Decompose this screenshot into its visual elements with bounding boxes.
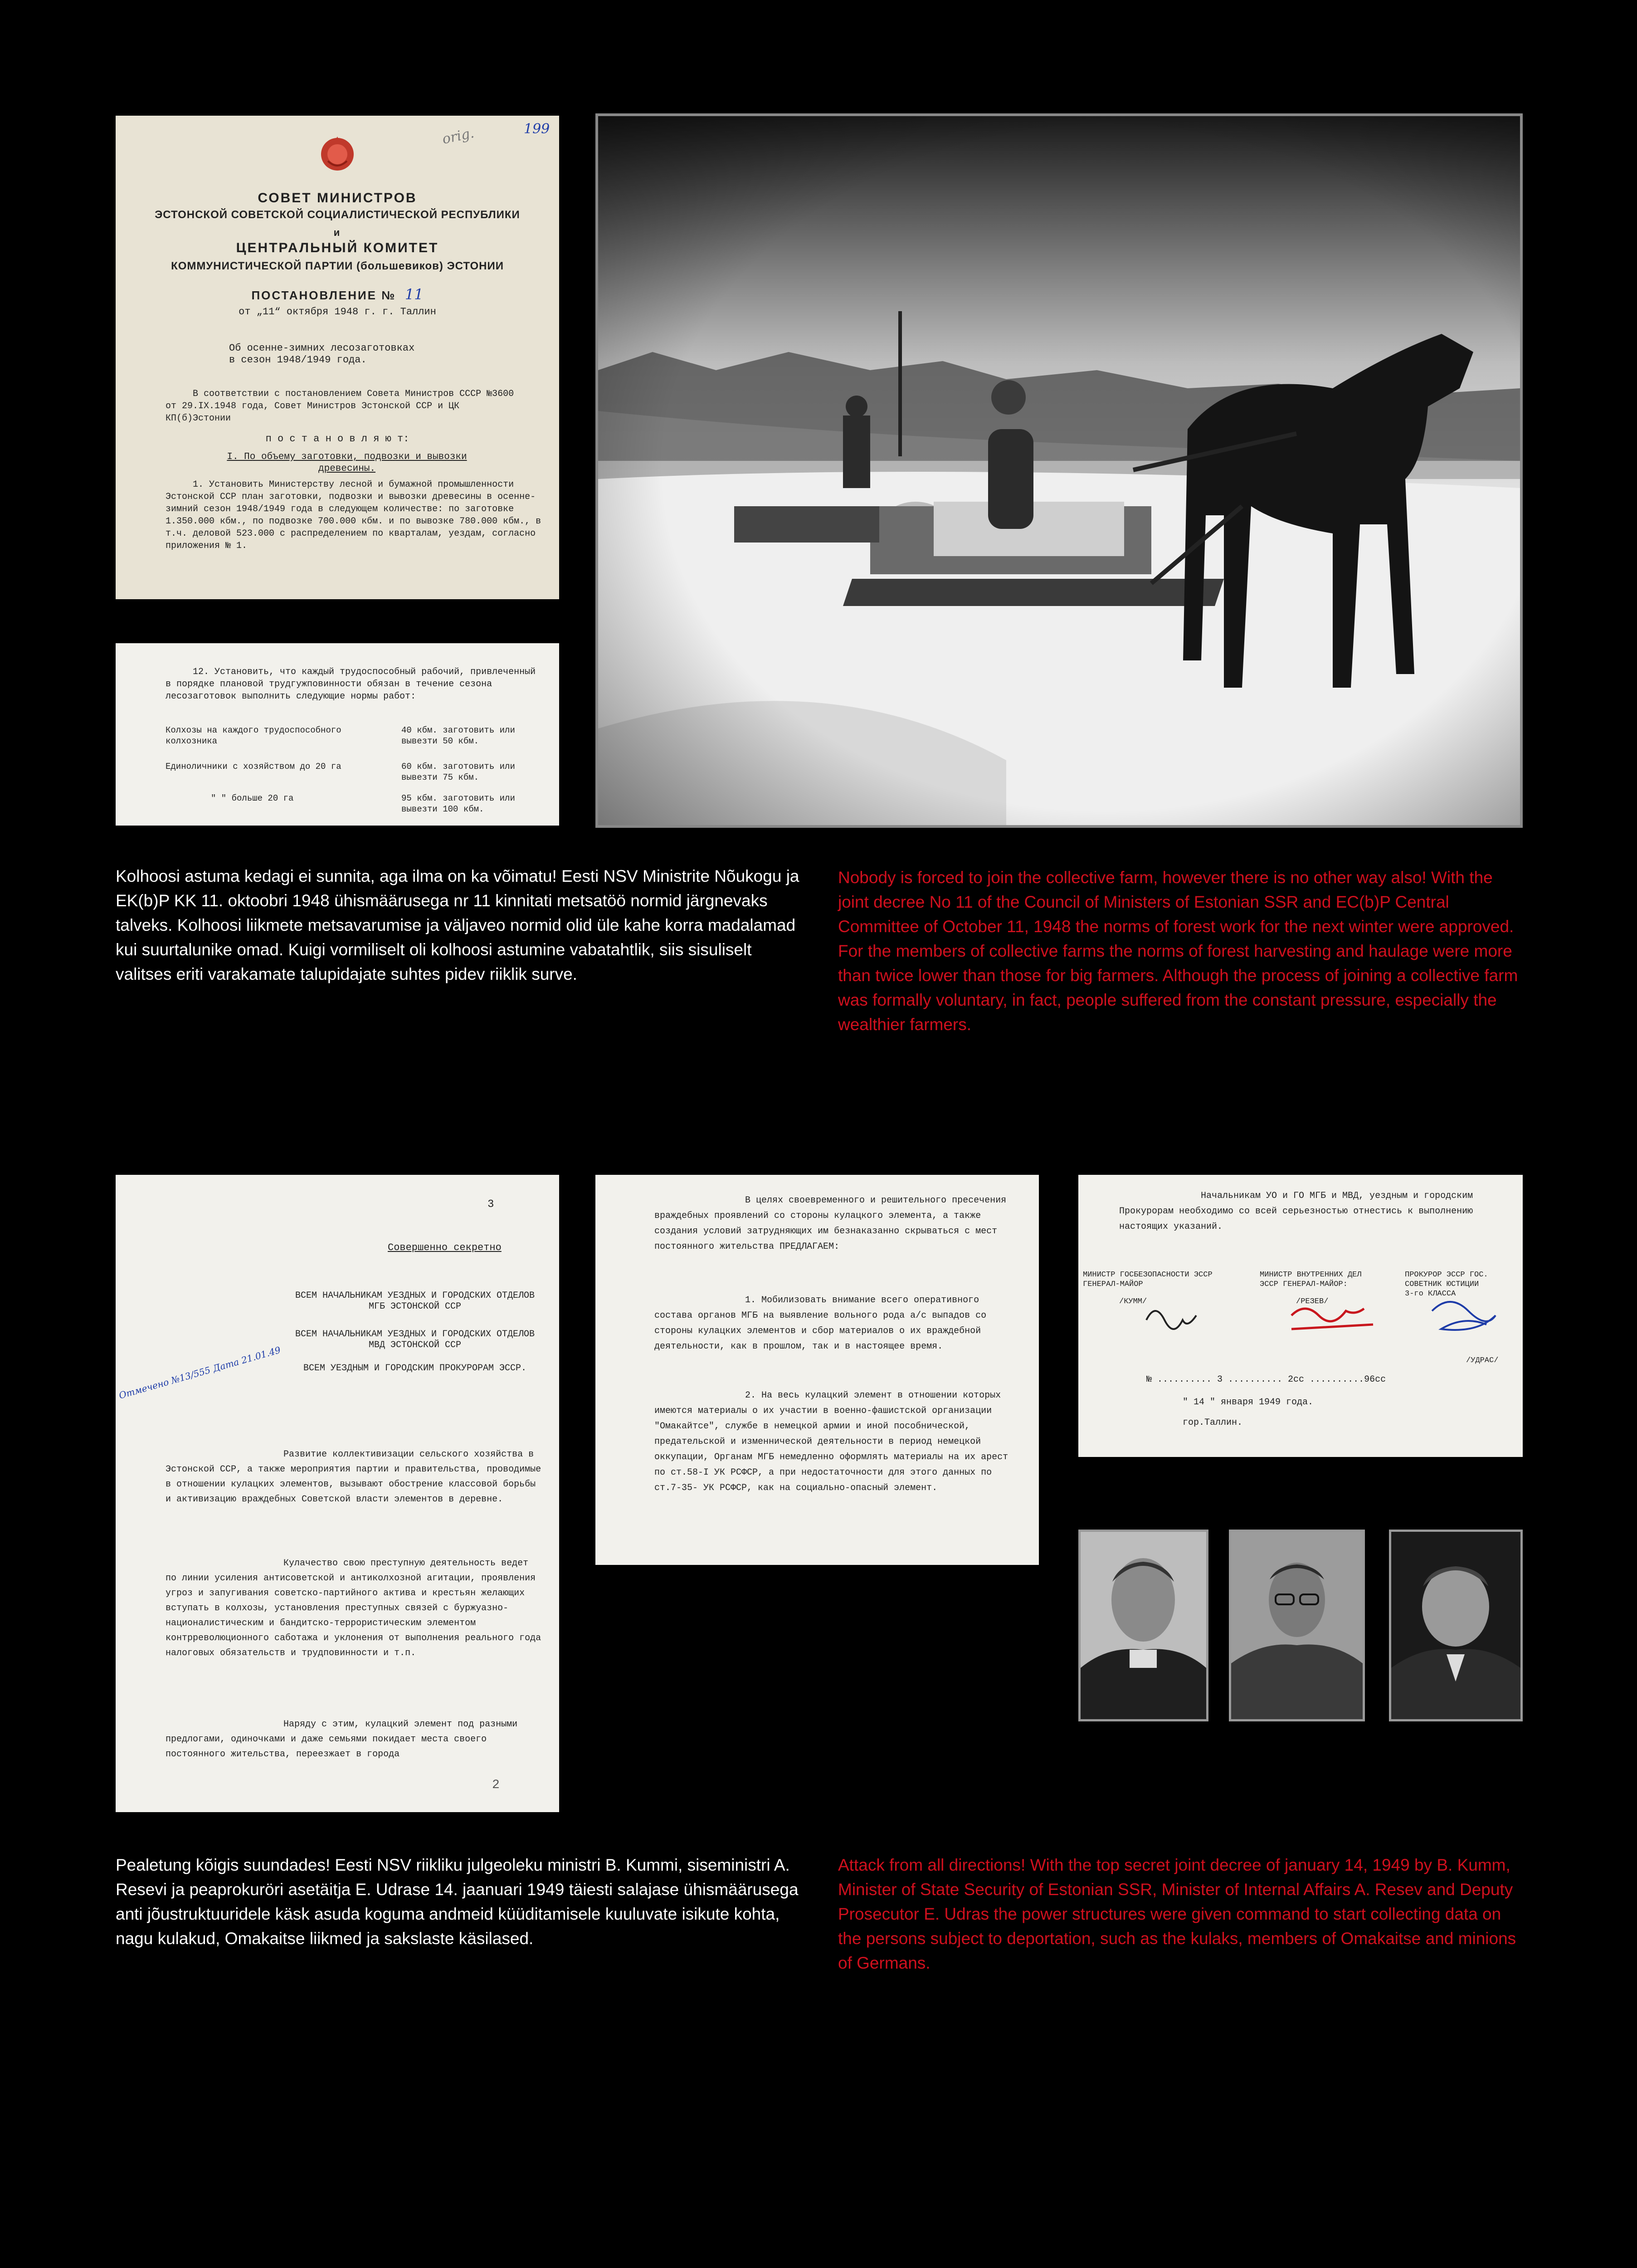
secret-p1-para-3: Наряду с этим, кулацкий элемент под разными предлогами, одиночками и даже семьями покидает места своего постоянного жительства, переезжает в города [166,1719,518,1760]
doc-and: и [333,227,341,238]
addressee-mvd: ВСЕМ НАЧАЛЬНИКАМ УЕЗДНЫХ И ГОРОДСКИХ ОТДЕЛОВ МВД ЭСТОНСКОЙ ССР [295,1329,535,1350]
signatory-resev-title: МИНИСТР ВНУТРЕННИХ ДЕЛ ЭССР ГЕНЕРАЛ-МАЙОР: [1260,1271,1362,1289]
archive-mark: 199 [524,121,550,137]
secret-p2-para-1: В целях своевременного и решительного пресечения враждебных проявлений со стороны кулацкого элемента, а также создания условий затрудняющих им безнаказанно скрываться с мест постоянного жительства ПРЕДЛАГАЕМ: [654,1195,1007,1252]
addressee-mgb: ВСЕМ НАЧАЛЬНИКАМ УЕЗДНЫХ И ГОРОДСКИХ ОТДЕЛОВ МГБ ЭСТОНСКОЙ ССР [295,1290,535,1312]
decree-resolve: п о с т а н о в л я ю т: [265,433,409,445]
norms-item-12: 12. Установить, что каждый трудоспособный рабочий, привлеченный в порядке плановой трудгужповинности обязан в течение сезона лесозаготовок выполнить следующие нормы работ: [166,667,536,702]
secret-p2-item-2: 2. На весь кулацкий элемент в отношении которых имеются материалы о их участии в военно-фашистской организации "Омакайтсе", службе в немецкой армии и иной пособнической, предательской и изменнической деятельности в период немецкой оккупации, Органам МГБ немедленно оформлять материалы на их арест по ст.58-I УК РСФСР, а при недостаточности для этого данных по ст.7-35- УК РСФСР, как на социально-опасный элемент. [654,1390,1009,1493]
caption-2-english: Attack from all directions! With the top secret joint decree of january 14, 1949 by B. Kumm, Minister of State Security of Estonian SSR, Minister of Internal Affairs A. Resev and Deputy Prosecutor E. Udras the power structures were given command to start collecting data on the persons subject to deportation, such as the kulaks, members of Omakaitse and minions of Germans. [838,1856,1516,1972]
decree-number: 11 [404,286,424,303]
signatory-udras-title: ПРОКУРОР ЭССР ГОС. СОВЕТНИК ЮСТИЦИИ 3-го КЛАССА [1405,1271,1488,1298]
doc-council: СОВЕТ МИНИСТРОВ [258,191,417,205]
doc-party: КОММУНИСТИЧЕСКОЙ ПАРТИИ (большевиков) ЭСТОНИИ [171,260,504,272]
addressee-prosecutors: ВСЕМ УЕЗДНЫМ И ГОРОДСКИМ ПРОКУРОРАМ ЭССР. [303,1363,527,1374]
norms-excerpt-document [116,643,559,826]
horse-sled-photo-image [598,116,1520,825]
secret-p2-item-1: 1. Мобилизовать внимание всего оперативного состава органов МГБ на выявление вольного рода а/с выпадов со стороны кулацких элементов и сбор материалов о их враждебной деятельности, как в прошлом, так и в настоящее время. [654,1295,987,1352]
winter-logging-photo [595,113,1523,828]
doc-republic: ЭСТОНСКОЙ СОВЕТСКОЙ СОЦИАЛИСТИЧЕСКОЙ РЕСПУБЛИКИ [155,209,520,221]
soviet-emblem-icon [319,134,356,175]
decree-number-line [116,286,559,303]
norms-row-2-who: Единоличники с хозяйством до 20 га [166,762,341,772]
secret-p3-intro: Начальникам УО и ГО МГБ и МВД, уездным и городским Прокурорам необходимо со всей серьезностью отнестись к выполнению настоящих указаний. [1119,1191,1473,1232]
decree-preamble: В соответствии с постановлением Совета Министров СССР №3600 от 29.IX.1948 года, Совет Министров Эстонской ССР и ЦК КП(б)Эстонии [166,389,514,424]
norms-row-2-norm: 60 кбм. заготовить или вывезти 75 кбм. [401,762,515,782]
norms-row-3-norm: 95 кбм. заготовить или вывезти 100 кбм. [401,793,515,814]
decree-place-1949: гор.Таллин. [1183,1418,1243,1428]
decree-date-line: от „11“ октября 1948 г. г. Таллин [239,306,436,318]
portrait-3-image [1391,1532,1520,1719]
secret-decree-page-2 [595,1175,1039,1565]
signatory-udras-name: /УДРАС/ [1466,1356,1499,1365]
portrait-kumm [1078,1530,1208,1721]
norms-row-3-who: " " больше 20 га [211,793,294,803]
signatory-kumm-name: /КУММ/ [1119,1297,1147,1306]
portrait-1-image [1081,1532,1206,1719]
norms-row-1-norm: 40 кбм. заготовить или вывезти 50 кбм. [401,725,515,746]
secret-decree-page-3-signatures [1078,1175,1523,1457]
caption-2-estonian: Pealetung kõigis suundades! Eesti NSV riikliku julgeoleku ministri B. Kummi, siseministri A. Resevi ja peaprokuröri asetäitja E. Udrase 14. jaanuari 1949 täiesti salajase ühismäärusega anti jõustruktuuridele käsk asuda koguma andmeid küüditamisele kuuluvate isikute kohta, nagu kulakud, Omakaitse liikmed ja sakslaste käsilased. [116,1856,799,1948]
secret-p1-para-1: Развитие коллективизации сельского хозяйства в Эстонской ССР, а также мероприятия партии и правительства, проводимые в отношении кулацких элементов, вызывают обострение классовой борьбы и активизацию враждебных Советской власти элементов в деревне. [166,1449,541,1505]
decree-label: ПОСТАНОВЛЕНИЕ № [251,288,396,302]
signatory-kumm-title: МИНИСТР ГОСБЕЗОПАСНОСТИ ЭССР ГЕНЕРАЛ-МАЙОР [1083,1271,1213,1289]
portrait-resev [1229,1530,1365,1721]
secrecy-label: Совершенно секретно [388,1242,502,1253]
pencil-note: orig. [441,125,476,147]
footer-mark: 2 [492,1778,500,1792]
decree-section-1: I. По объему заготовки, подвозки и вывозки древесины. [227,452,467,474]
decree-date-1949: " 14 " января 1949 года. [1183,1397,1314,1408]
decree-1948-document [116,116,559,599]
handwritten-signatures [1078,1293,1523,1356]
caption-1-english: Nobody is forced to join the collective farm, however there is no other way also! With the joint decree No 11 of the Council of Ministers of Estonian SSR and EC(b)P Central Committee of October 11, 1948 the norms of forest work for the next winter were approved. For the members of collective farms the norms of forest harvesting and haulage were more than twice lower than those for big farmers. Although the process of joining a collective farm was formally voluntary, in fact, people suffered from the constant pressure, especially the wealthier farmers. [838,868,1518,1034]
portrait-udras [1389,1530,1523,1721]
caption-1-estonian: Kolhoosi astuma kedagi ei sunnita, aga ilma on ka võimatu! Eesti NSV Ministrite Nõukogu ja EK(b)P KK 11. oktoobri 1948 ühismäärusega nr 11 kinnitati metsatöö normid järgnevaks talveks. Kolhoosi liikmete metsavarumise ja väljaveo normid olid üle kahe korra madalamad kui suurtalunike omad. Kuigi vormiliselt oli kolhoosi astumine vabatahtlik, siis sisuliselt valitses eriti varakamate talupidajate suhtes pidev riiklik surve. [116,867,799,983]
page-number: 3 [487,1198,494,1211]
decree-number-line-1949: № .......... 3 .......... 2сс ..........96сс [1146,1374,1386,1385]
secret-decree-page-1 [116,1175,559,1812]
decree-item-1: 1. Установить Министерству лесной и бумажной промышленности Эстонской ССР план заготовки, подвозки и вывозки древесины в осенне-зимний сезон 1948/1949 года в следующем количестве: по заготовке 1.350.000 кбм., по подвозке 700.000 кбм. и по вывозке 780.000 кбм., в т.ч. деловой 523.000 с распределением по кварталам, уездам, согласно приложения № 1. [166,479,541,551]
norms-row-1-who: Колхозы на каждого трудоспособного колхозника [166,725,341,746]
secret-p1-para-2: Кулачество свою преступную деятельность ведет по линии усиления антисоветской и антиколхозной агитации, проявления угроз и запугивания советско-партийного актива и крестьян желающих вступать в колхозы, установления преступных связей с буржуазно-националистическим и бандитско-террористическим элементом контрреволюционного саботажа и уклонения от выполнения реального года налоговых обязательств и трудповинности и т.п. [166,1558,541,1658]
portrait-2-image [1231,1532,1363,1719]
decree-subject: Об осенне-зимних лесозаготовках в сезон 1948/1949 года. [229,342,415,366]
signatory-resev-name: /РЕЗЕВ/ [1296,1297,1329,1306]
registration-stamp: Отмечено №13/555 Дата 21.01.49 [117,1344,282,1401]
doc-committee: ЦЕНТРАЛЬНЫЙ КОМИТЕТ [236,240,439,255]
